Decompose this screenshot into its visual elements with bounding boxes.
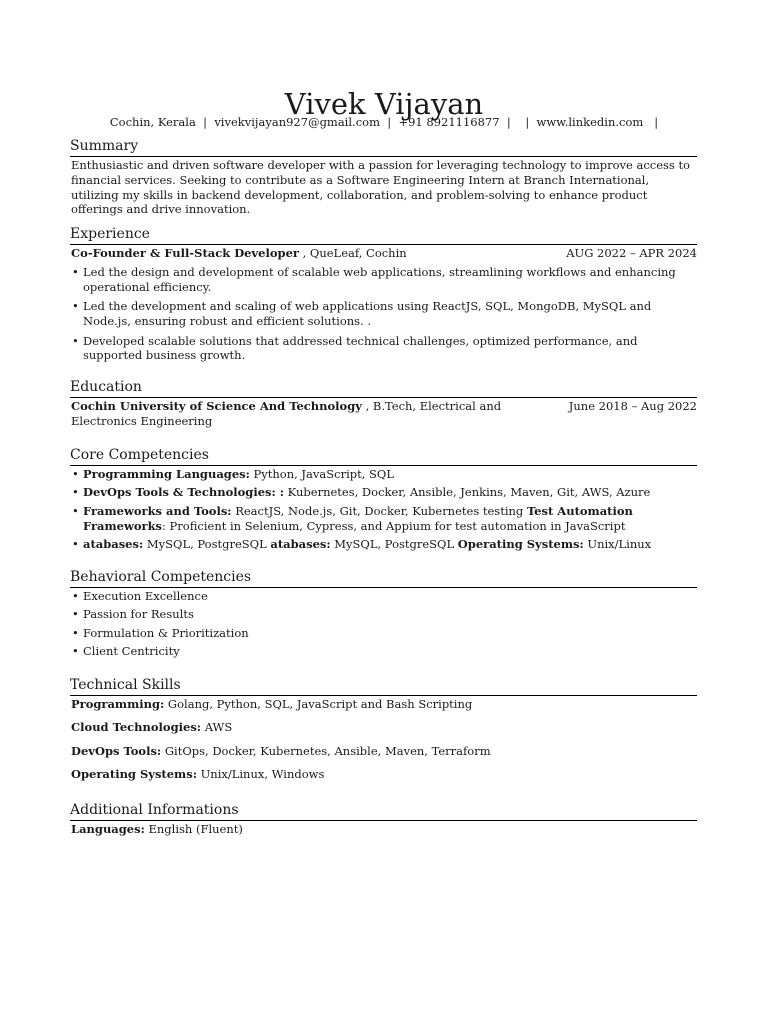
experience-dates: AUG 2022 – APR 2024 <box>566 246 697 260</box>
contact-line: Cochin, Kerala | vivekvijayan927@gmail.com | +91 8921116877 | | www.linkedin.com | <box>109 115 659 129</box>
bullet-icon: • <box>72 264 79 279</box>
bullet-icon: • <box>72 607 79 622</box>
education-heading: Education <box>70 378 697 398</box>
technical-skills-section <box>70 676 697 782</box>
languages-row <box>71 822 697 837</box>
summary-heading: Summary <box>70 137 697 157</box>
bullet-icon: • <box>72 589 79 603</box>
core-competencies-heading: Core Competencies <box>70 446 697 466</box>
behavioral-competencies-list <box>70 589 697 659</box>
skill-row: Cloud Technologies: AWS <box>71 720 233 735</box>
bullet-icon: • <box>72 467 79 481</box>
list-item: • Led the design and development of scalable web applications, streamlining workflows and enhancing operational efficiency. <box>72 264 676 294</box>
education-entry <box>71 399 697 429</box>
experience-role-line <box>71 246 407 261</box>
list-item: • Programming Languages: Python, JavaScript, SQL <box>72 467 394 481</box>
list-item: • Client Centricity <box>72 644 180 659</box>
core-competencies-section <box>70 446 697 552</box>
bullet-icon: • <box>72 537 79 552</box>
experience-bullets <box>70 265 697 363</box>
skill-row: Operating Systems: Unix/Linux, Windows <box>71 766 325 781</box>
bullet-icon: • <box>72 503 79 518</box>
list-item: • Developed scalable solutions that addressed technical challenges, optimized performance, and supported business growth. <box>72 333 638 363</box>
skill-row: Programming: Golang, Python, SQL, JavaScript and Bash Scripting <box>71 697 473 711</box>
summary-text: Enthusiastic and driven software developer with a passion for leveraging technology to improve access to financial services. Seeking to contribute as a Software Engineering Intern at Branch International, utilizing my skills in backend development, collaboration, and problem-solving to enhance product offerings and drive innovation. <box>71 158 691 217</box>
education-dates: June 2018 – Aug 2022 <box>568 399 697 413</box>
languages-label: Languages: <box>71 822 145 836</box>
experience-role: Co-Founder & Full-Stack Developer <box>71 246 299 260</box>
list-item: • Execution Excellence <box>72 589 208 603</box>
list-item: • Led the development and scaling of web applications using ReactJS, SQL, MongoDB, MySQL and Node.js, ensuring robust and efficient solutions. . <box>72 299 652 328</box>
candidate-name: Vivek Vijayan <box>284 87 484 122</box>
languages-value: English (Fluent) <box>144 822 243 836</box>
education-degree: , B.Tech, Electrical and Electronics Engineering <box>71 399 502 428</box>
summary-section <box>70 137 697 217</box>
bullet-icon: • <box>72 625 79 640</box>
bullet-icon: • <box>72 299 79 314</box>
list-item: • Passion for Results <box>72 607 194 622</box>
list-item: • atabases: MySQL, PostgreSQL atabases: MySQL, PostgreSQL Operating Systems: Unix/Linux <box>72 537 652 552</box>
experience-heading: Experience <box>70 225 697 245</box>
behavioral-competencies-heading: Behavioral Competencies <box>70 568 697 588</box>
bullet-icon: • <box>72 485 79 500</box>
technical-skills-heading: Technical Skills <box>70 676 697 696</box>
bullet-icon: • <box>72 333 79 348</box>
education-school-line <box>71 399 541 429</box>
list-item: • Formulation & Prioritization <box>72 625 249 640</box>
experience-org: , QueLeaf, Cochin <box>298 246 407 260</box>
additional-info-section <box>70 801 697 837</box>
experience-entry <box>71 246 697 261</box>
list-item: • Frameworks and Tools: ReactJS, Node.js, Git, Docker, Kubernetes testing Test Automation Frameworks: Proficient in Selenium, Cypress, and Appium for test automation in JavaScript <box>72 503 633 533</box>
technical-skills-list <box>71 697 697 782</box>
core-competencies-list <box>70 467 697 552</box>
skill-row: DevOps Tools: GitOps, Docker, Kubernetes, Ansible, Maven, Terraform <box>71 743 491 758</box>
education-school: Cochin University of Science And Technology <box>71 399 362 413</box>
list-item: • DevOps Tools & Technologies: : Kubernetes, Docker, Ansible, Jenkins, Maven, Git, AWS, Azure <box>72 485 651 500</box>
bullet-icon: • <box>72 644 79 659</box>
education-section <box>70 378 697 429</box>
additional-info-heading: Additional Informations <box>70 801 697 821</box>
behavioral-competencies-section <box>70 568 697 659</box>
experience-section <box>70 225 697 363</box>
